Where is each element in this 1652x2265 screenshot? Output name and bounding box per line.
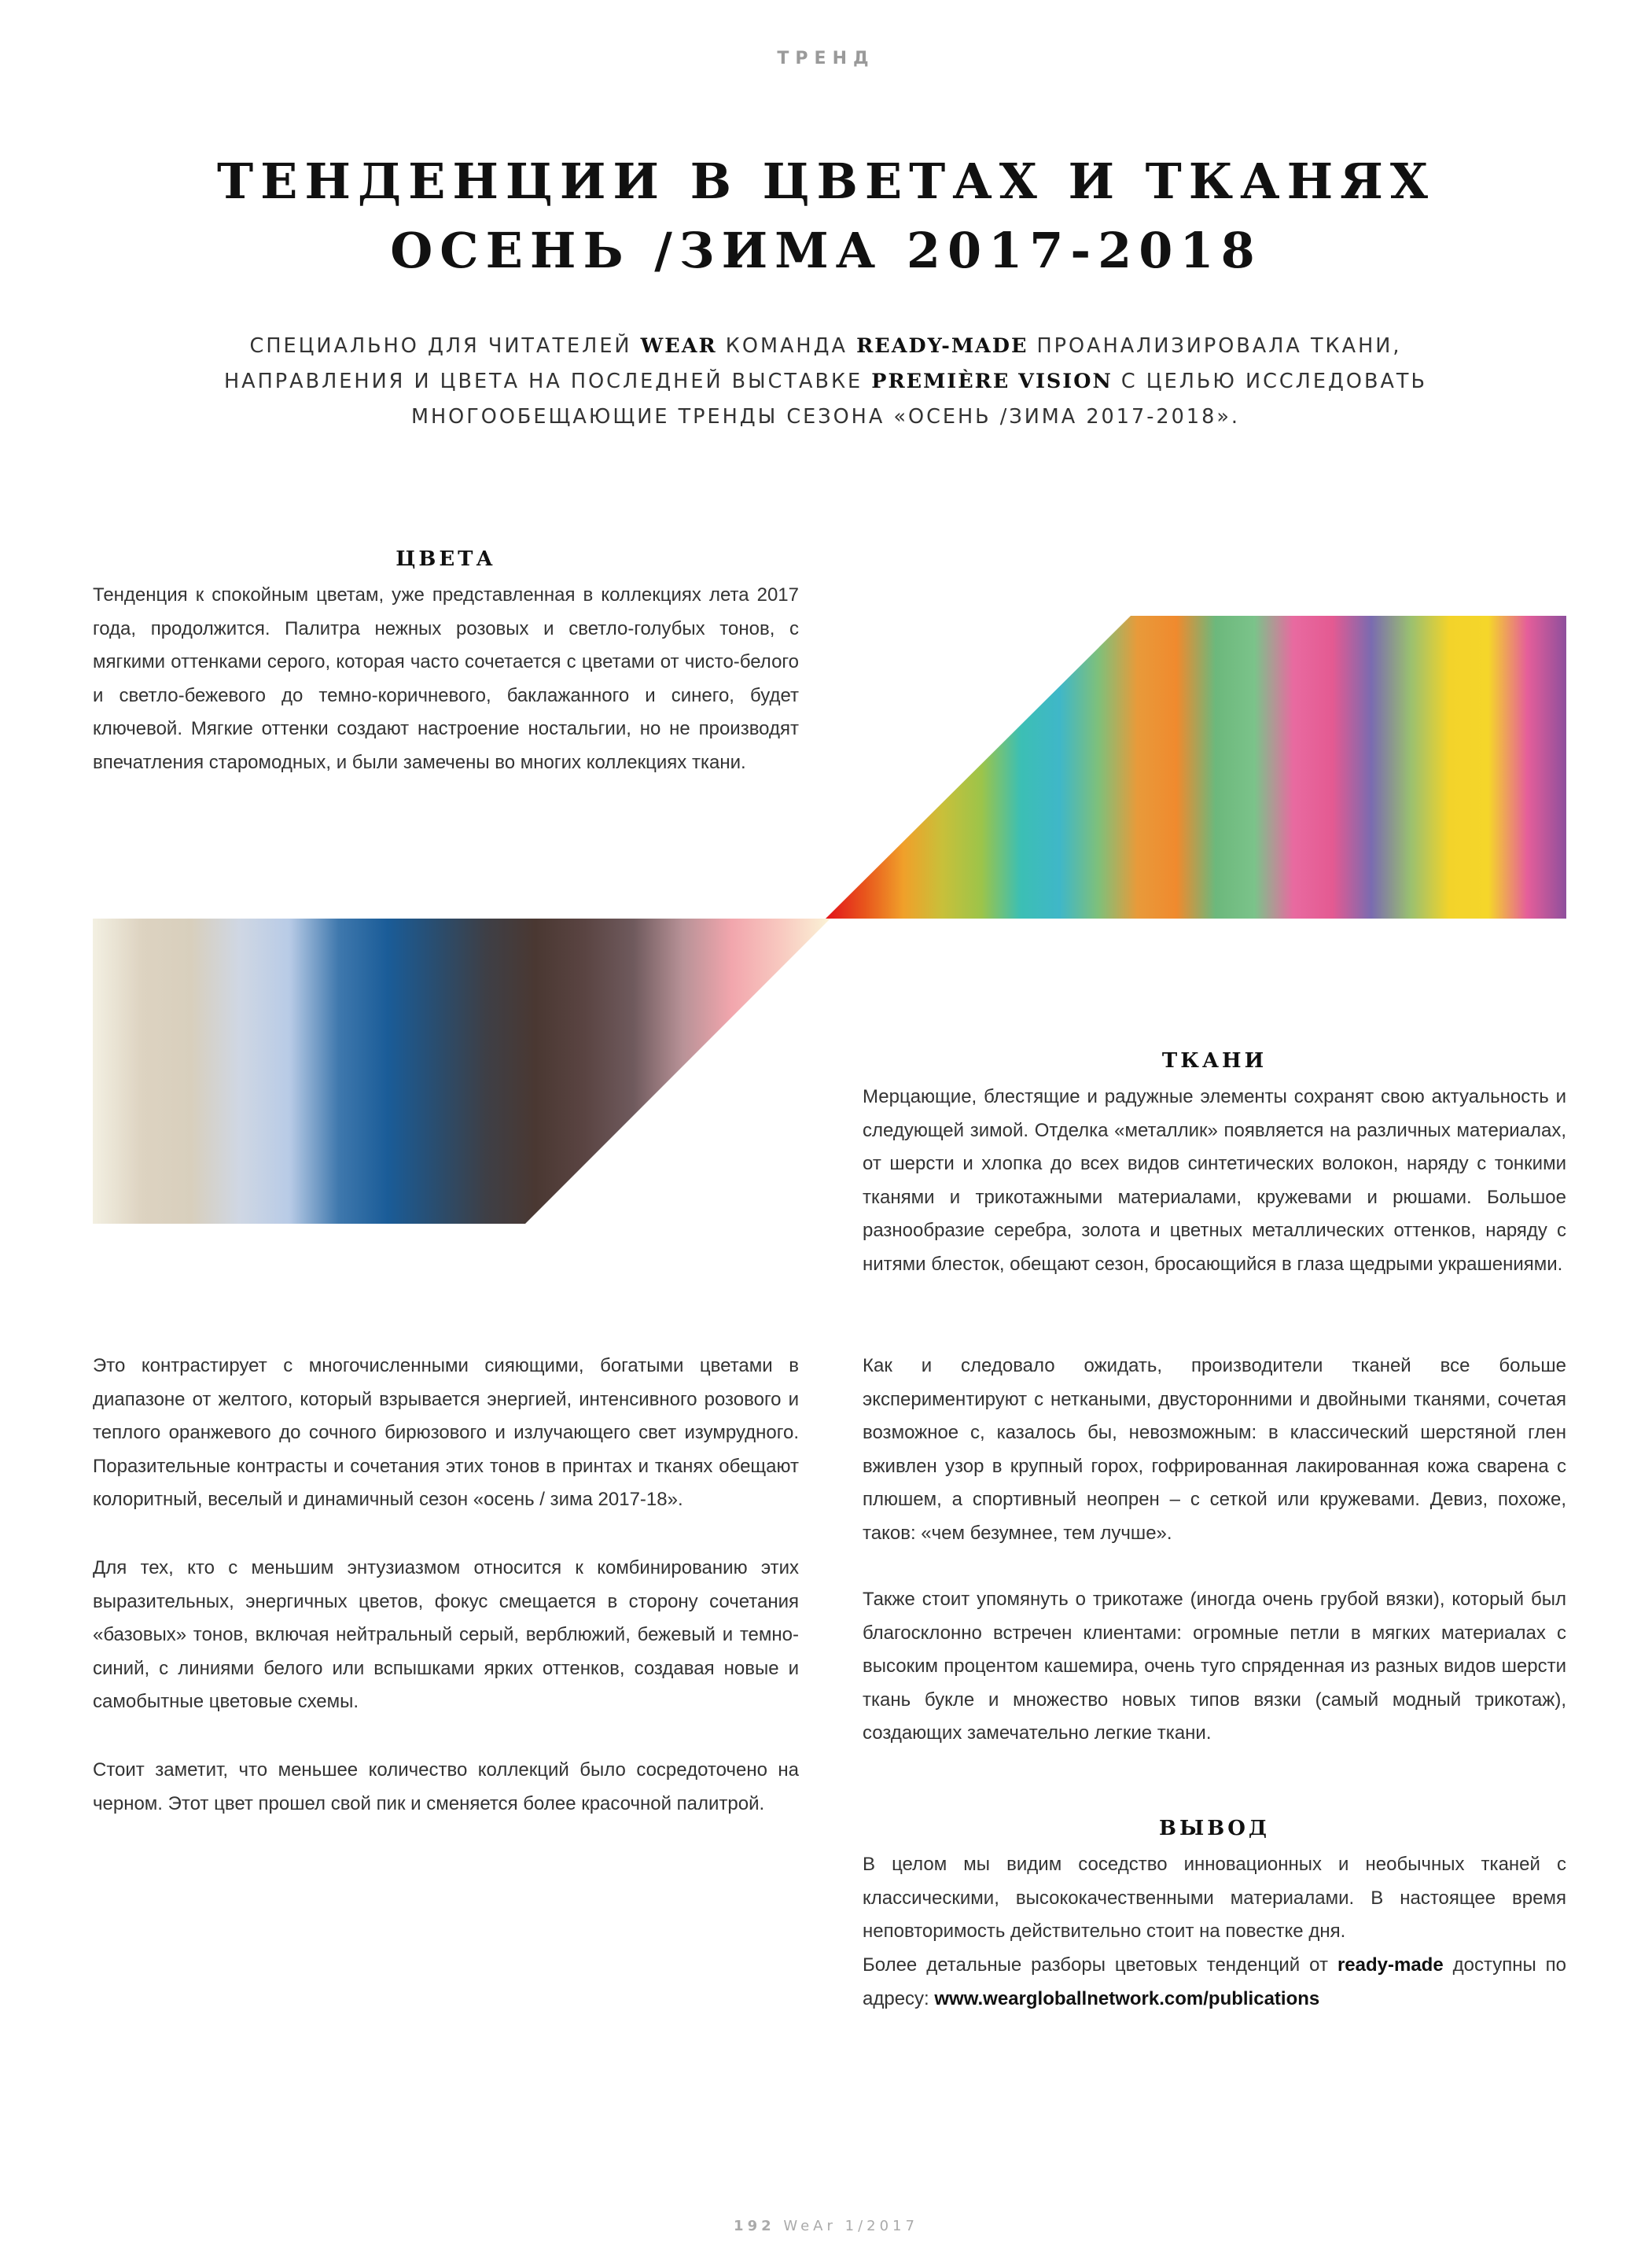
soft-palette-band	[93, 919, 830, 1224]
page-title-line-1: ТЕНДЕНЦИИ В ЦВЕТАХ И ТКАНЯХ	[216, 153, 1436, 210]
colors-paragraph-2: Это контрастирует с многочисленными сияющими, богатыми цветами в диапазоне от желтого, который взрывается энергией, интенсивного розового и теплого оранжевого до сочного бирюзового и излучающего свет изумрудного. Поразительные контрасты и сочетания этих тонов в принтах и тканях обещают колоритный, веселый и динамичный сезон «осень / зима 2017-18».	[93, 1355, 799, 1510]
section-label: ТРЕНД	[777, 49, 875, 68]
fabrics-heading: ТКАНИ	[1161, 1049, 1268, 1073]
bright-palette-band	[826, 616, 1566, 919]
page-number: 192	[734, 2218, 775, 2234]
colors-paragraph-3: Для тех, кто с меньшим энтузиазмом относится к комбинированию этих выразительных, энергичных цветов, фокус смещается в сторону сочетания «базовых» тонов, включая нейтральный серый, верблюжий, бежевый и темно-синий, с линиями белого или вспышками ярких оттенков, создавая новые и самобытные цветовые схемы.	[93, 1557, 799, 1712]
fabrics-paragraph-3: Также стоит упомянуть о трикотаже (иногда очень грубой вязки), который был благосклонно встречен клиентами: огромные петли в мягких материалах с высоким процентом кашемира, очень туго спряденная из разных видов шерсти ткань букле и множество новых типов вязки (самый модный трикотаж), создающих замечательно легкие ткани.	[863, 1589, 1566, 1744]
intro-brand-readymade: READY-MADE	[856, 334, 1028, 358]
colors-heading: ЦВЕТА	[396, 547, 496, 571]
conclusion-heading: ВЫВОД	[1159, 1817, 1270, 1840]
intro-part: МНОГООБЕЩАЮЩИЕ ТРЕНДЫ СЕЗОНА «ОСЕНЬ /ЗИМА 2017-2018».	[410, 405, 1241, 429]
conclusion-paragraph-2	[863, 1949, 1566, 2016]
intro-part: СПЕЦИАЛЬНО ДЛЯ ЧИТАТЕЛЕЙ	[249, 334, 632, 358]
fabrics-paragraph-1: Мерцающие, блестящие и радужные элементы сохранят свою актуальность и следующей зимой. Отделка «металлик» появляется на различных материалах, от шерсти и хлопка до всех видов синтетических волокон, наряду с тонкими тканями и трикотажными материалами, кружевами и рюшами. Большое разнообразие серебра, золота и цветных металлических оттенков, наряду с нитями блесток, обещают сезон, бросающийся в глаза щедрыми украшениями.	[863, 1086, 1566, 1275]
conclusion-text: Более детальные разборы цветовых тенденций от	[863, 1954, 1328, 1976]
conclusion-text: доступны по адресу:	[863, 1954, 1567, 2009]
colors-paragraph-1: Тенденция к спокойным цветам, уже представленная в коллекциях лета 2017 года, продолжится. Палитра нежных розовых и светло-голубых тонов, с мягкими оттенками серого, которая часто сочетается с цветами от чисто-белого и светло-бежевого до темно-коричневого, баклажанного и синего, будет ключевой. Мягкие оттенки создают настроение ностальгии, но не производят впечатления старомодных, и были замечены во многих коллекциях ткани.	[93, 584, 799, 773]
magazine-issue: WeAr 1/2017	[783, 2218, 918, 2234]
intro-brand-premiere-vision: PREMIÈRE VISION	[871, 370, 1113, 393]
intro-brand-wear: WEAR	[640, 334, 717, 358]
intro-part: КОМАНДА	[725, 334, 848, 358]
colors-paragraph-4: Стоит заметит, что меньшее количество коллекций было сосредоточено на черном. Этот цвет прошел свой пик и сменяется более красочной палитрой.	[93, 1759, 799, 1814]
publications-link[interactable]: www.weargloballnetwork.com/publications	[934, 1987, 1320, 2009]
page-title-line-2: ОСЕНЬ /ЗИМА 2017-2018	[390, 222, 1262, 279]
conclusion-brand: ready-made	[1337, 1954, 1444, 1976]
intro-part: ПРОАНАЛИЗИРОВАЛА ТКАНИ,	[1036, 334, 1402, 358]
intro-part: НАПРАВЛЕНИЯ И ЦВЕТА НА ПОСЛЕДНЕЙ ВЫСТАВКЕ	[224, 370, 863, 393]
conclusion-paragraph-1: В целом мы видим соседство инновационных и необычных тканей с классическими, высококачественными материалами. В настоящее время неповторимость действительно стоит на повестке дня.	[863, 1854, 1566, 1942]
fabrics-paragraph-2: Как и следовало ожидать, производители тканей все больше экспериментируют с неткаными, двусторонними и двойными тканями, сочетая возможное с, казалось бы, невозможным: в классический шерстяной глен вживлен узор в крупный горох, гофрированная лакированная кожа сварена с плюшем, а спортивный неопрен – с сеткой или кружевами. Девиз, похоже, таков: «чем безумнее, тем лучше».	[863, 1355, 1566, 1544]
intro-part: С ЦЕЛЬЮ ИССЛЕДОВАТЬ	[1120, 370, 1427, 393]
page-footer	[0, 2218, 1652, 2234]
